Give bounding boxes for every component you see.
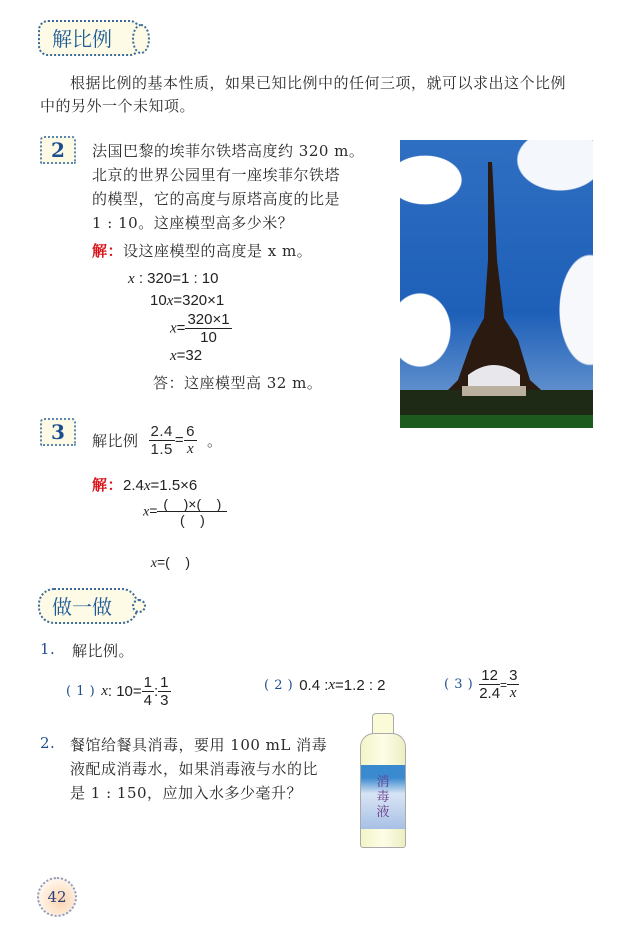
exercise2-text: 餐馆给餐具消毒，要用 100 mL 消毒 液配成消毒水，如果消毒液与水的比 是 1 : 150，应加入水多少毫升？ bbox=[70, 736, 328, 802]
solution-label: 解： bbox=[92, 476, 124, 494]
exercise1-item-3: ( 3 ) $\frac{12}{2.4}$ = $\frac{3}{x}$ bbox=[444, 667, 518, 702]
bubble-icon bbox=[132, 599, 146, 613]
example-badge-3: 3 bbox=[40, 418, 76, 446]
intro-line-2: 中的另外一个未知项。 bbox=[40, 97, 196, 115]
example-badge-2: 2 bbox=[40, 136, 76, 164]
exercise1-label: 解比例。 bbox=[72, 642, 135, 660]
step-1: x : 320=1 : 10 bbox=[128, 270, 219, 287]
eiffel-tower-icon bbox=[400, 140, 593, 428]
example2-line: 北京的世界公园里有一座埃菲尔铁塔 bbox=[92, 166, 341, 184]
example2-line: 1 : 10。这座模型高多少米？ bbox=[92, 214, 294, 232]
example2-solution-intro bbox=[92, 240, 312, 261]
example3-solution: 解：2.4x=1.5×6 bbox=[92, 476, 198, 494]
example2-problem bbox=[92, 139, 364, 235]
exercise1-item-2: ( 2 ) 0.4 : x =1.2 : 2 bbox=[264, 677, 386, 694]
section-title: 解比例 bbox=[52, 27, 112, 51]
example3-step-2: x= $\frac{( )\times( )}{( )}$ bbox=[143, 497, 227, 527]
example2-steps bbox=[128, 268, 232, 367]
example2-answer: 答：这座模型高 32 m。 bbox=[153, 374, 323, 392]
fill-in-fraction bbox=[157, 497, 227, 527]
section-title-banner bbox=[38, 20, 140, 56]
bottle-label: 消 毒 液 bbox=[361, 765, 405, 829]
disinfectant-bottle-image bbox=[360, 713, 406, 848]
example2-line: 法国巴黎的埃菲尔铁塔高度约 320 m。 bbox=[92, 142, 365, 160]
exercise1-item-1: ( 1 ) x : 10= $\frac{1}{4}$ : $\frac{1}{3}$ bbox=[66, 674, 169, 709]
practice-title-banner bbox=[38, 588, 138, 624]
blank-answer[interactable]: =( ) bbox=[157, 554, 191, 570]
proportion-equation: $\frac{2.4}{1.5}$ = $\frac{6}{x}$ bbox=[150, 423, 195, 458]
intro-line-1: 根据比例的基本性质，如果已知比例中的任何三项，就可以求出这个比例 bbox=[70, 74, 567, 92]
example3-prompt: 解比例 $\frac{2.4}{1.5}$ = $\frac{6}{x}$ 。 bbox=[92, 423, 223, 458]
solution-label: 解： bbox=[92, 242, 124, 260]
exercise2-number: 2. bbox=[40, 734, 56, 752]
example3-step-3: x=( ) bbox=[150, 554, 191, 571]
fraction: $\frac{320\times 1}{10}$ bbox=[187, 311, 230, 346]
eiffel-tower-photo bbox=[400, 140, 593, 428]
step-2: 10x=320×1 bbox=[150, 292, 225, 309]
example2-line: 的模型，它的高度与原塔高度的比是 bbox=[92, 190, 341, 208]
exercise1-number: 1. bbox=[40, 640, 56, 658]
blank-numerator[interactable]: ( )×( ) bbox=[157, 497, 227, 512]
page-number: 42 bbox=[37, 877, 77, 917]
step-4: x=32 bbox=[170, 347, 203, 364]
step-3: x= $\frac{320\times 1}{10}$ bbox=[170, 311, 230, 346]
scroll-icon bbox=[132, 24, 150, 54]
blank-denominator[interactable]: ( ) bbox=[179, 512, 205, 528]
practice-title: 做一做 bbox=[52, 595, 112, 619]
solution-text: 设这座模型的高度是 x m。 bbox=[123, 242, 313, 260]
bottle-cap bbox=[372, 713, 394, 735]
